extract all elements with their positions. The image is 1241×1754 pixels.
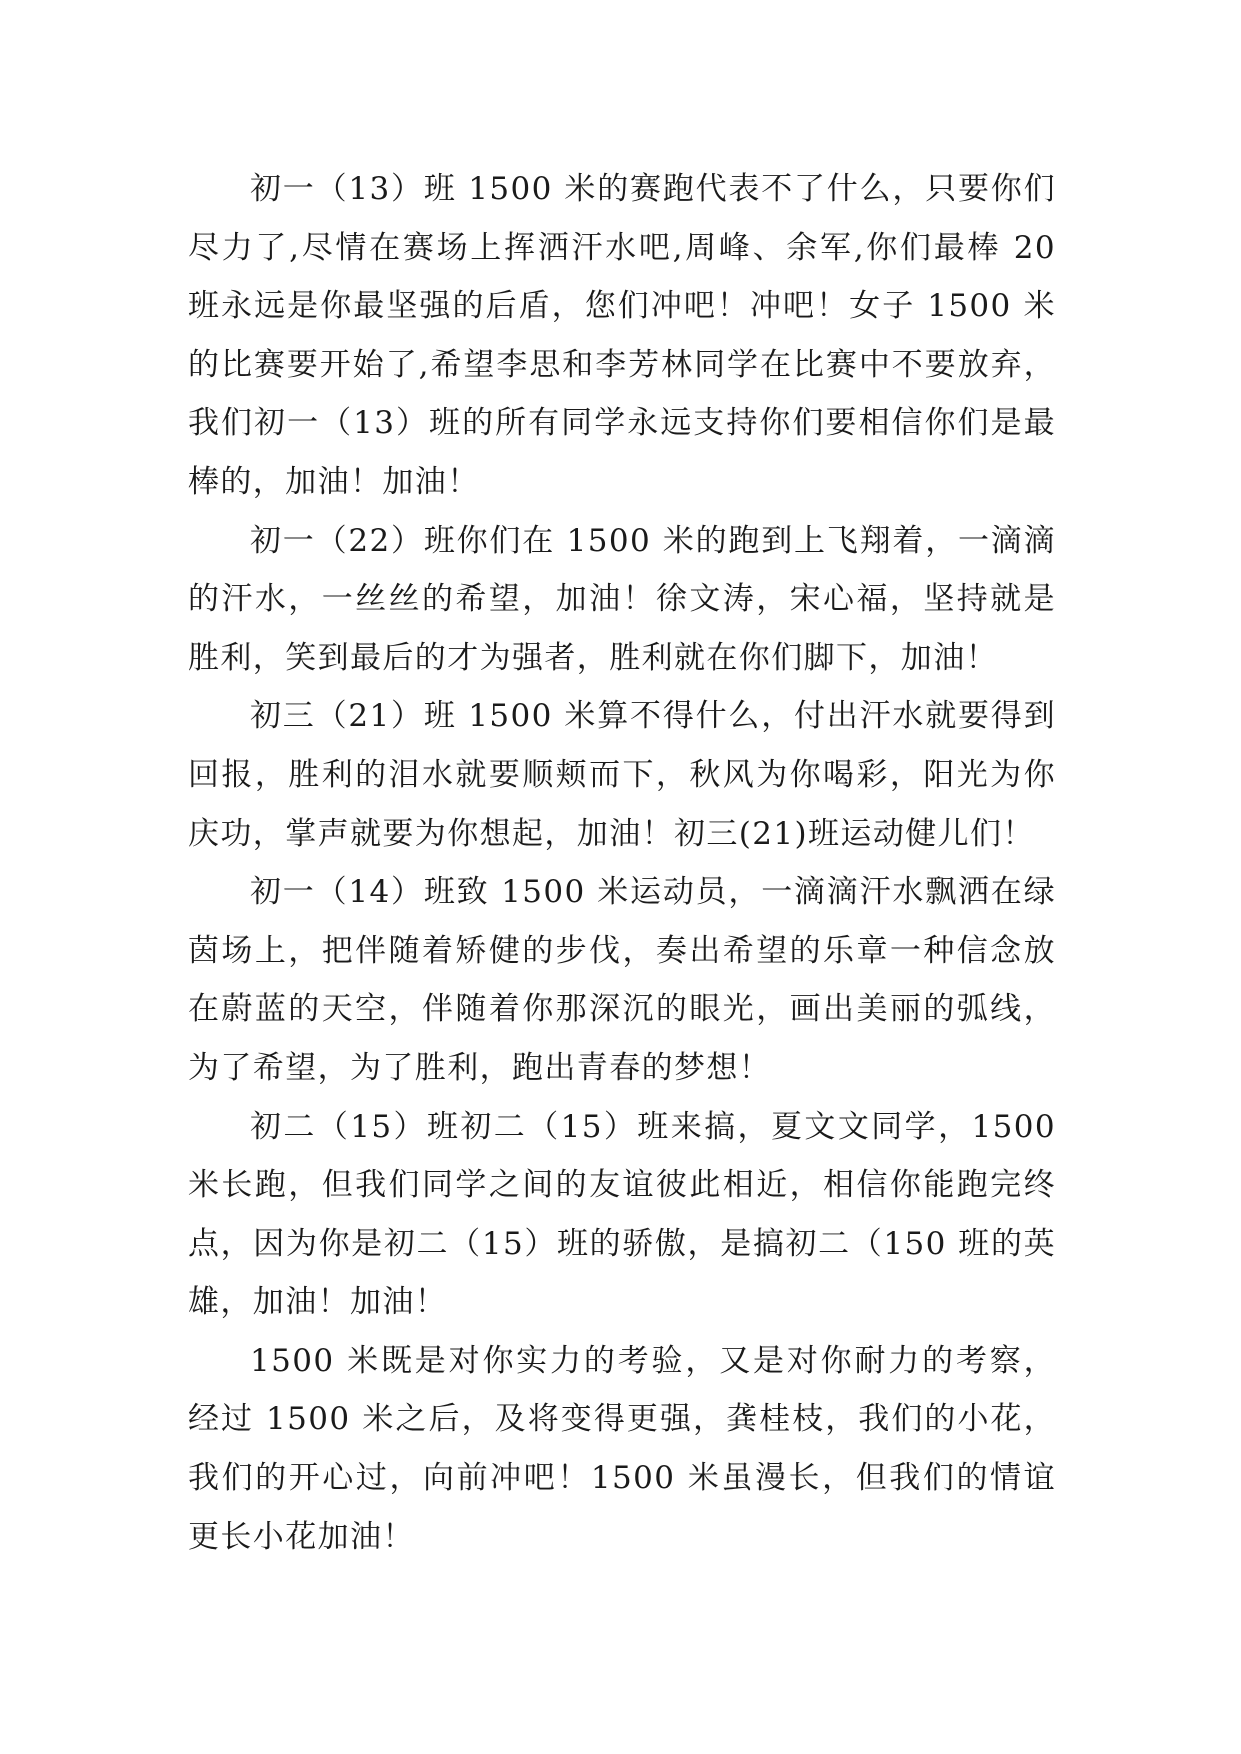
paragraph-class-21: 初三（21）班 1500 米算不得什么，付出汗水就要得到回报，胜利的泪水就要顺颊而下，秋风为你喝彩，阳光为你庆功，掌声就要为你想起，加油！初三(21)班运动健儿们！ [188, 698, 1056, 852]
paragraph-class-14: 初一（14）班致 1500 米运动员，一滴滴汗水飘洒在绿茵场上，把伴随着矫健的步伐，奏出希望的乐章一种信念放在蔚蓝的天空，伴随着你那深沉的眼光，画出美丽的弧线，为了希望，为了胜利，跑出青春的梦想！ [188, 874, 1056, 1086]
paragraph-class-13: 初一（13）班 1500 米的赛跑代表不了什么，只要你们尽力了,尽情在赛场上挥洒汗水吧,周峰、余军,你们最棒 20 班永远是你最坚强的后盾，您们冲吧！冲吧！女子 1500 米的比赛要开始了,希望李思和李芳林同学在比赛中不要放弃，我们初一（13）班的所有同学永远支持你们要相信你们是最棒的，加油！加油！ [188, 171, 1056, 500]
paragraph-class-15: 初二（15）班初二（15）班来搞，夏文文同学，1500 米长跑，但我们同学之间的友谊彼此相近，相信你能跑完终点，因为你是初二（15）班的骄傲，是搞初二（150 班的英雄，加油！加油！ [188, 1108, 1056, 1321]
document-body [188, 160, 1056, 1566]
paragraph-class-22: 初一（22）班你们在 1500 米的跑到上飞翔着，一滴滴的汗水，一丝丝的希望，加油！徐文涛，宋心福，坚持就是胜利，笑到最后的才为强者，胜利就在你们脚下，加油！ [188, 522, 1056, 676]
paragraph-1500m: 1500 米既是对你实力的考验，又是对你耐力的考察，经过 1500 米之后，及将变得更强，龚桂枝，我们的小花，我们的开心过，向前冲吧！1500 米虽漫长，但我们的情谊更长小花加油！ [188, 1342, 1056, 1555]
